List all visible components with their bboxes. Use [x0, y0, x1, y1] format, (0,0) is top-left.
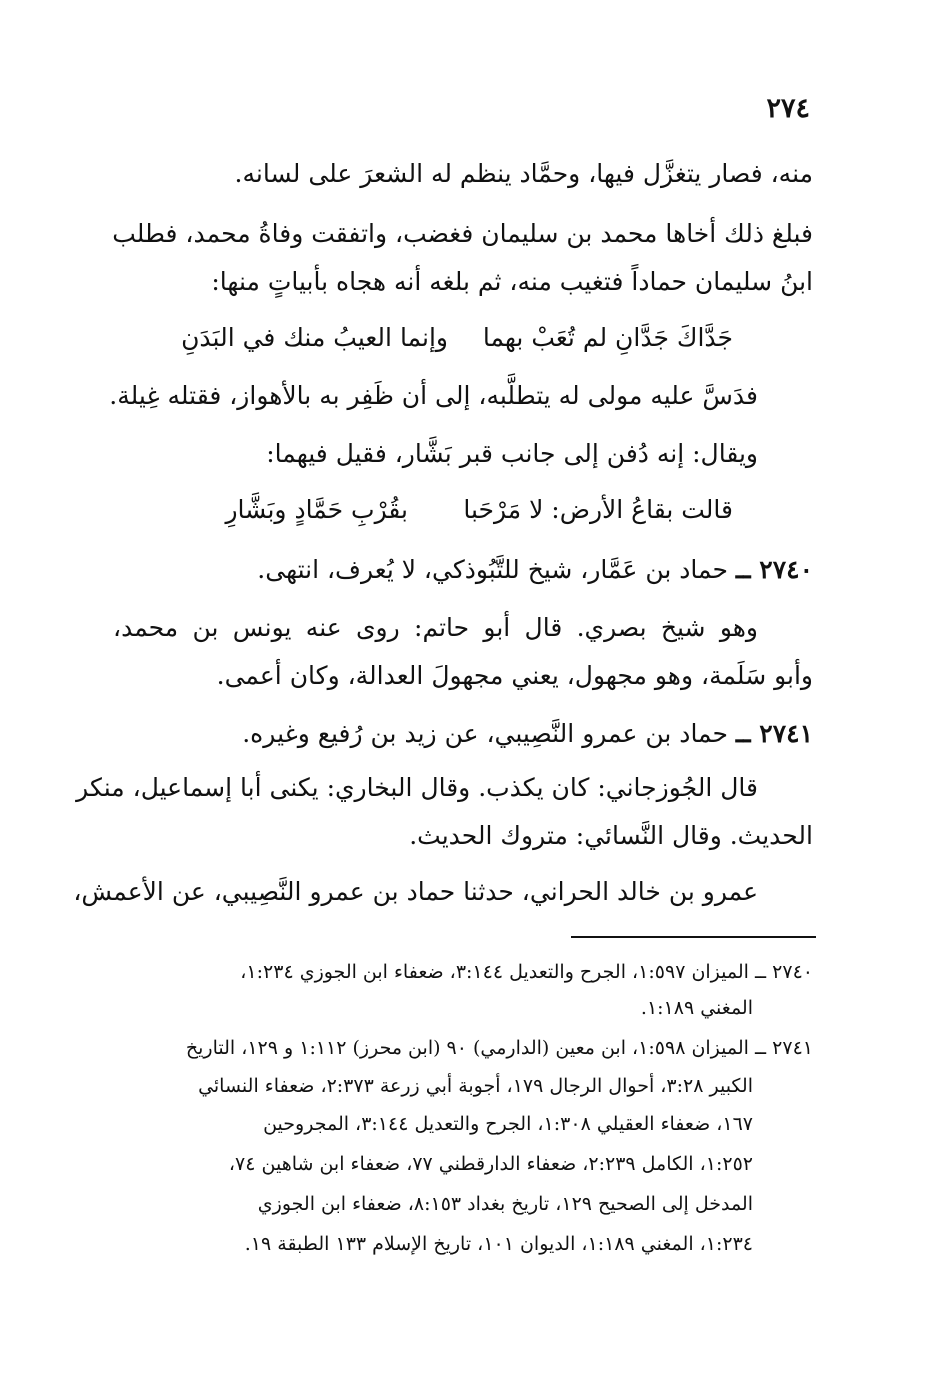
page-number: ٢٧٤	[766, 93, 810, 124]
footnote-line: ٢٧٤٠ ــ الميزان ١:٥٩٧، الجرح والتعديل ٣:١٤٤، ضعفاء ابن الجوزي ١:٢٣٤،	[240, 961, 813, 983]
entry-2741	[113, 718, 813, 750]
verse-hemistich-right: جَدَّاكَ جَدَّانِ لم تُعَبْ بهما	[482, 323, 733, 352]
verse-hemistich-left: وإنما العيبُ منك في البَدَنِ	[181, 323, 448, 352]
entry-text: حماد بن عَمَّار، شيخ للتَّبُوذكي، لا يُعرف، انتهى.	[257, 555, 728, 584]
footnote-line: ٢٧٤١ ــ الميزان ١:٥٩٨، ابن معين (الدارمي) ٩٠ (ابن محرز) ١:١١٢ و ١٢٩، التاريخ	[185, 1037, 813, 1059]
body-line: وهو شيخ بصري. قال أبو حاتم: روى عنه يونس بن محمد،	[113, 613, 758, 642]
body-line: وأبو سَلَمة، وهو مجهول، يعني مجهولَ العدالة، وكان أعمى.	[216, 661, 813, 690]
body-line: عمرو بن خالد الحراني، حدثنا حماد بن عمرو النَّصِيبي، عن الأعمش،	[73, 877, 758, 906]
footnote-line: ١٦٧، ضعفاء العقيلي ١:٣٠٨، الجرح والتعديل ٣:١٤٤، المجروحين	[263, 1113, 753, 1135]
body-line: فدَسَّ عليه مولى له يتطلَّبه، إلى أن ظَفِر به بالأهواز، فقتله غِيلة.	[109, 381, 758, 410]
entry-number: ٢٧٤٠ ــ	[735, 555, 813, 584]
body-line: قال الجُوزجاني: كان يكذب. وقال البخاري: يكنى أبا إسماعيل، منكر	[76, 773, 758, 802]
body-line: ابنُ سليمان حماداً فتغيب منه، ثم بلغه أنه هجاه بأبياتٍ منها:	[211, 267, 813, 296]
body-line: الحديث. وقال النَّسائي: متروك الحديث.	[409, 821, 813, 850]
footnote-line: ١:٢٥٢، الكامل ٢:٢٣٩، ضعفاء الدارقطني ٧٧، ضعفاء ابن شاهين ٧٤،	[228, 1153, 753, 1175]
footnote-line: الكبير ٣:٢٨، أحوال الرجال ١٧٩، أجوبة أبي زرعة ٢:٣٧٣، ضعفاء النسائي	[198, 1075, 753, 1097]
footnote-line: ١:٢٣٤، المغني ١:١٨٩، الديوان ١٠١، تاريخ الإسلام ١٣٣ الطبقة ١٩.	[244, 1233, 753, 1255]
entry-number: ٢٧٤١ ــ	[735, 719, 813, 748]
body-line: منه، فصار يتغزَّل فيها، وحمَّاد ينظم له الشعرَ على لسانه.	[234, 159, 813, 188]
footnote-line: المدخل إلى الصحيح ١٢٩، تاريخ بغداد ٨:١٥٣، ضعفاء ابن الجوزي	[257, 1193, 753, 1215]
body-line: فبلغ ذلك أخاها محمد بن سليمان فغضب، واتفقت وفاةُ محمد، فطلب	[112, 219, 813, 248]
verse-hemistich-right: قالت بقاعُ الأرض: لا مَرْحَبا	[463, 495, 733, 524]
footnote-line: المغني ١:١٨٩.	[640, 997, 753, 1019]
entry-2740	[113, 554, 813, 586]
footnote-separator	[571, 936, 816, 938]
entry-text: حماد بن عمرو النَّصِيبي، عن زيد بن رُفيع وغيره.	[242, 719, 728, 748]
verse-hemistich-left: بقُرْبِ حَمَّادٍ وبَشَّارِ	[225, 495, 408, 524]
body-line: ويقال: إنه دُفن إلى جانب قبر بَشَّار، فقيل فيهما:	[266, 439, 758, 468]
